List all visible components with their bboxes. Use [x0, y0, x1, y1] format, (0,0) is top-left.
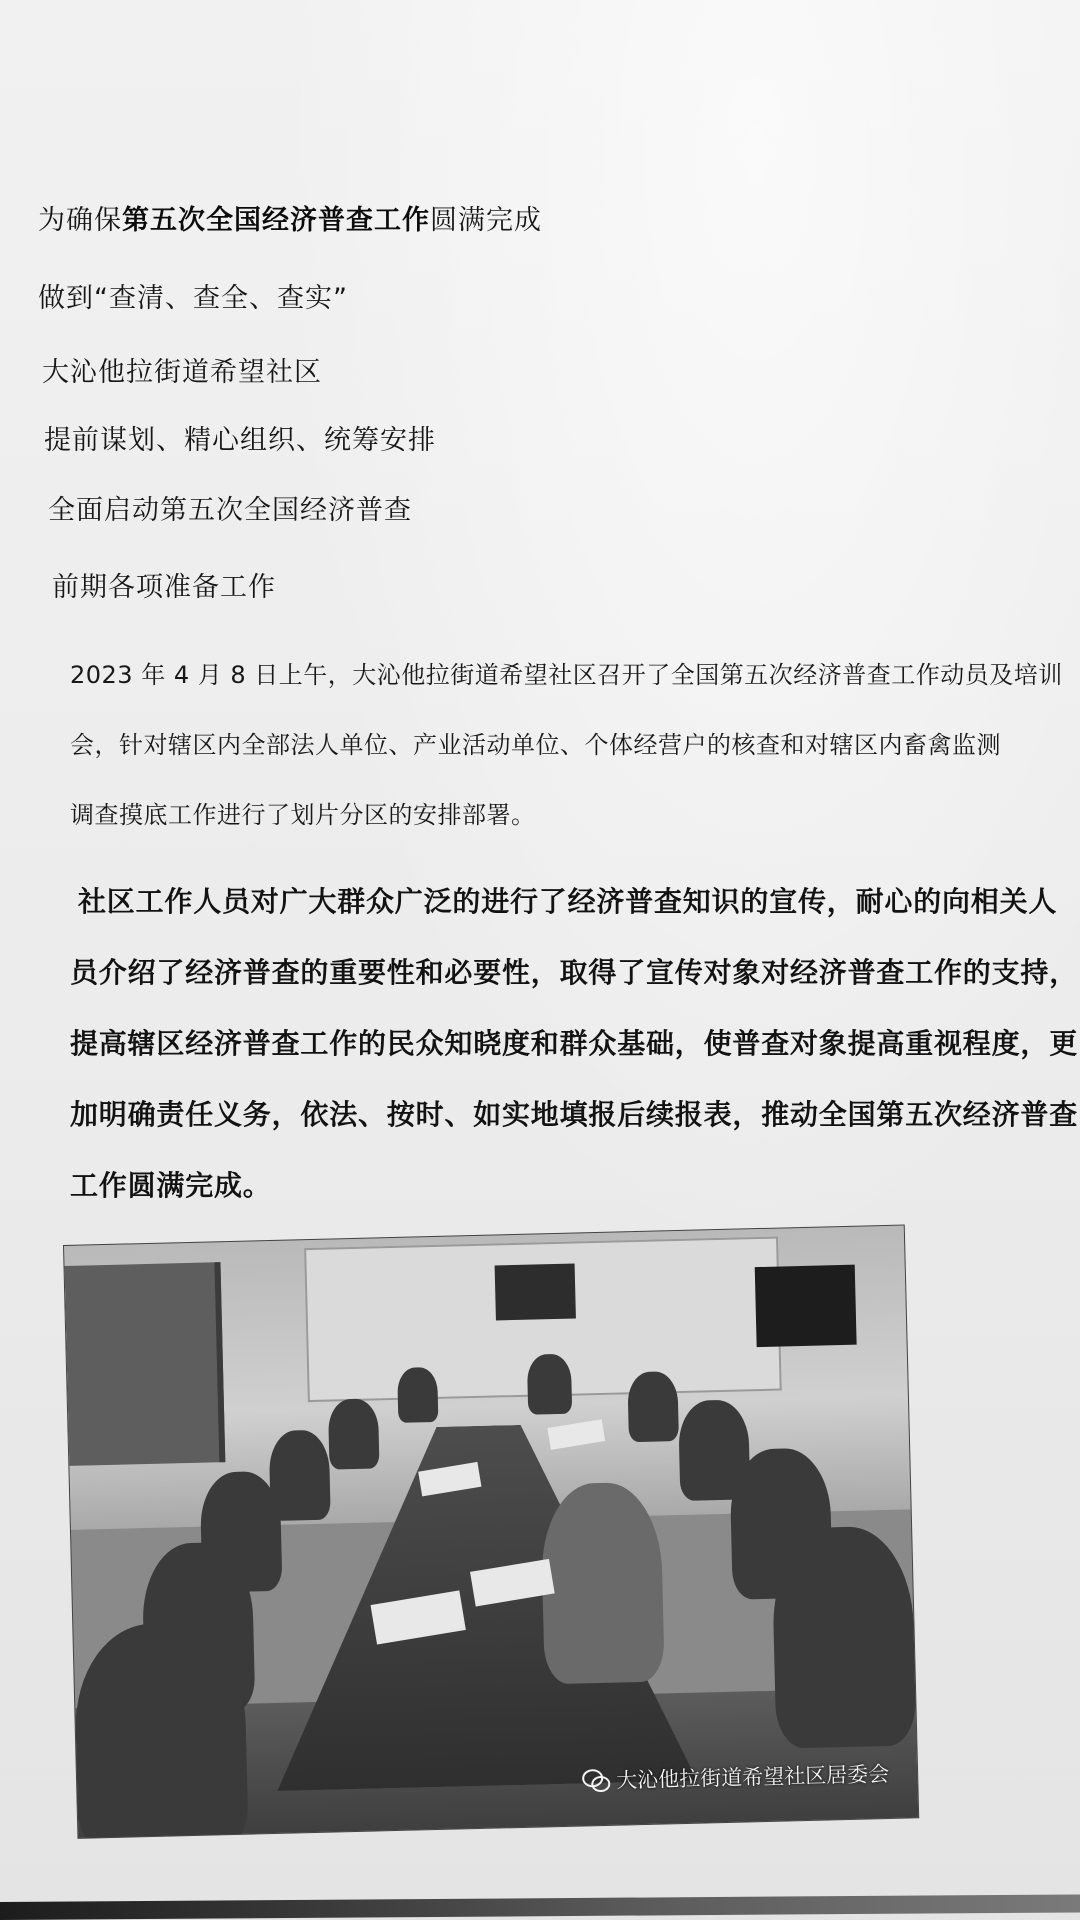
heading-line-5: 全面启动第五次全国经济普查 — [48, 495, 412, 526]
paragraph-2-line: 工作圆满完成。 — [70, 1169, 272, 1202]
photo-person — [540, 1482, 665, 1685]
heading-line-1 — [38, 198, 542, 237]
photo-person — [328, 1398, 380, 1469]
page-bottom-edge — [0, 1894, 1080, 1920]
photo-person — [627, 1371, 679, 1442]
heading-line-6: 前期各项准备工作 — [52, 572, 276, 603]
paragraph-1-line: 会，针对辖区内全部法人单位、产业活动单位、个体经营户的核查和对辖区内畜禽监测 — [70, 731, 1001, 759]
photo-emblem — [495, 1264, 576, 1321]
paragraph-2-line: 社区工作人员对广大群众广泛的进行了经济普查知识的宣传，耐心的向相关人 — [78, 885, 1058, 918]
photo-tv-screen — [755, 1265, 857, 1347]
paragraph-1-line: 2023 年 4 月 8 日上午，大沁他拉街道希望社区召开了全国第五次经济普查工作动员及培训 — [70, 661, 1063, 689]
heading-line-2: 做到“查清、查全、查实” — [38, 283, 348, 314]
heading-line-3: 大沁他拉街道希望社区 — [42, 357, 322, 388]
heading-line-1-suffix: 圆满完成 — [430, 205, 542, 236]
photo-watermark-text: 大沁他拉街道希望社区居委会 — [615, 1762, 890, 1793]
paragraph-1-line: 调查摸底工作进行了划片分区的安排部署。 — [70, 801, 536, 829]
photo-person — [527, 1354, 572, 1415]
heading-line-1-prefix: 为确保 — [38, 205, 122, 236]
photo-person — [771, 1525, 916, 1748]
paragraph-2-line: 加明确责任义务，依法、按时、如实地填报后续报表，推动全国第五次经济普查 — [70, 1098, 1079, 1131]
paragraph-1 — [70, 640, 1063, 850]
paragraph-2-line: 员介绍了经济普查的重要性和必要性，取得了宣传对象对经济普查工作的支持， — [70, 956, 1079, 989]
meeting-photo — [64, 1225, 918, 1837]
wechat-icon — [582, 1769, 611, 1792]
paragraph-2 — [70, 866, 1079, 1221]
heading-line-4: 提前谋划、精心组织、统筹安排 — [44, 425, 436, 456]
photo-person — [397, 1367, 438, 1423]
heading-line-1-bold: 第五次全国经济普查工作 — [122, 205, 430, 236]
photo-person — [73, 1622, 249, 1838]
photo-door — [64, 1262, 225, 1466]
paragraph-2-line: 提高辖区经济普查工作的民众知晓度和群众基础，使普查对象提高重视程度，更 — [70, 1027, 1079, 1060]
